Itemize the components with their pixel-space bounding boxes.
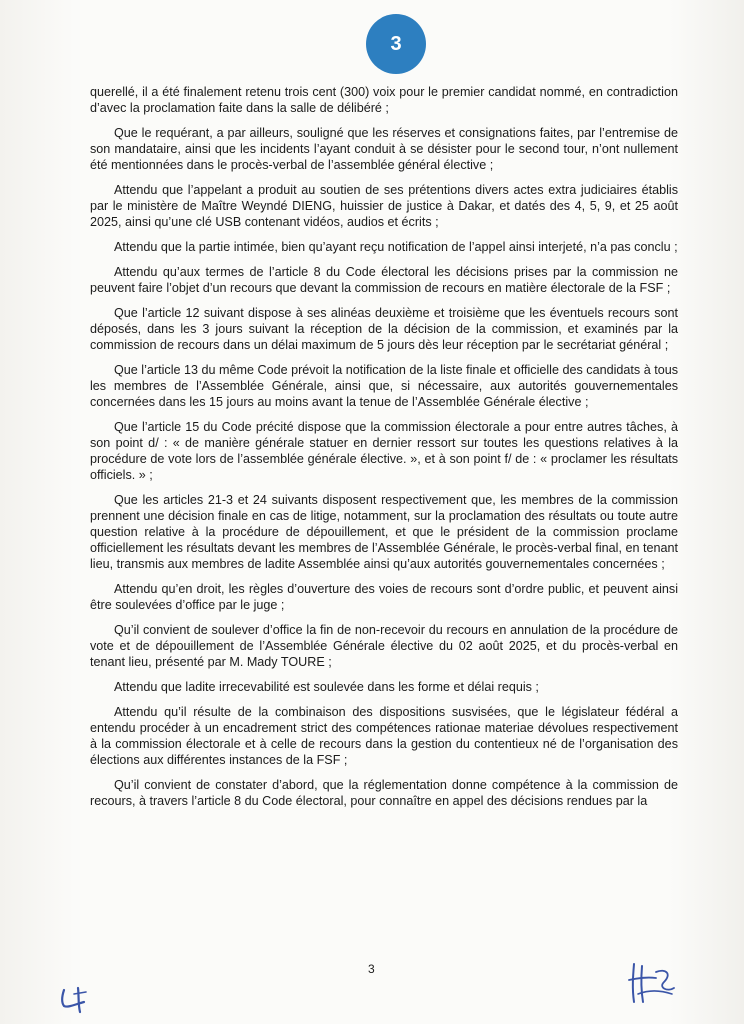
handwritten-initial-left [58,982,98,1016]
paragraph: Qu’il convient de constater d’abord, que la réglementation donne compétence à la commission de recours, à travers l’article 8 du Code électoral, pour connaître en appel des décisions rendues par la [90,778,678,808]
paragraph: Attendu qu’aux termes de l’article 8 du Code électoral les décisions prises par la commission ne peuvent faire l’objet d’un recours que devant la commission de recours en matière électorale de la FSF ; [90,265,678,295]
paragraph: Qu’il convient de soulever d’office la fin de non-recevoir du recours en annulation de la procédure de vote et de dépouillement de l’Assemblée Générale élective du 02 août 2025, et du procès-verbal en tenant lieu, présenté par M. Mady TOURE ; [90,623,678,669]
paragraph: Que les articles 21-3 et 24 suivants disposent respectivement que, les membres de la commission prennent une décision finale en cas de litige, notamment, sur la proclamation des résultats ou toute autre question relative à la procédure de dépouillement, et que le président de la commission proclame officiellement les résultats devant les membres de l’Assemblée Générale, le procès-verbal final, en tenant lieu, transmis aux membres de ladite Assemblée ainsi qu’aux autorités gouvernementales concernées ; [90,493,678,571]
page-number-badge [366,14,426,74]
paragraph: Que l’article 13 du même Code prévoit la notification de la liste finale et officielle des candidats à tous les membres de l’Assemblée Générale, ainsi que, si nécessaire, aux autorités gouvernementales concernées dans les 15 jours au moins avant la tenue de l’Assemblée Générale élective ; [90,363,679,409]
paragraph: Attendu qu’il résulte de la combinaison des dispositions susvisées, que le législateur fédéral a entendu procéder à un encadrement strict des compétences rationae materiae dévolues respectivement à la commission électorale et à celle de recours dans la gestion du contentieux né de l’organisation des élections aux différentes instances de la FSF ; [90,705,678,767]
paragraph: querellé, il a été finalement retenu trois cent (300) voix pour le premier candidat nommé, en contradiction d’avec la proclamation faite dans la salle de délibéré ; [90,85,678,115]
page-number-badge-text: 3 [390,32,402,55]
paragraph: Attendu que ladite irrecevabilité est soulevée dans les forme et délai requis ; [114,680,539,694]
footer-page-number: 3 [368,962,375,976]
paragraph: Attendu que l’appelant a produit au soutien de ses prétentions divers actes extra judiciaires établis par le ministère de Maître Weyndé DIENG, huissier de justice à Dakar, et datés des 4, 5, 9, et 25 août 2025, ainsi qu’une clé USB contenant vidéos, audios et écrits ; [90,183,678,229]
paragraph: Attendu qu’en droit, les règles d’ouverture des voies de recours sont d’ordre public, et peuvent ainsi être soulevées d’office par le juge ; [90,582,678,612]
paragraph: Que l’article 15 du Code précité dispose que la commission électorale a pour entre autres tâches, à son point d/ : « de manière générale statuer en dernier ressort sur toutes les questions relatives à la procédure de vote lors de l’assemblée générale élective. », et à son point f/ de : « proclamer les résultats officiels. » ; [90,420,678,482]
paragraph: Que l’article 12 suivant dispose à ses alinéas deuxième et troisième que les éventuels recours sont déposés, dans les 3 jours suivant la réception de la décision de la commission, et examinés par la commission de recours dans un délai maximum de 5 jours dès leur réception par le secrétariat général ; [90,306,678,352]
paragraph: Que le requérant, a par ailleurs, souligné que les réserves et consignations faites, par l’entremise de son mandataire, ainsi que les incidents l’ayant conduit à se désister pour le second tour, n’ont nullement été mentionnées dans le procès-verbal de l’assemblée général élective ; [90,126,678,172]
handwritten-signature [626,960,678,1008]
paragraph: Attendu que la partie intimée, bien qu’ayant reçu notification de l’appel ainsi interjeté, n’a pas conclu ; [114,240,678,254]
document-body [90,84,678,818]
